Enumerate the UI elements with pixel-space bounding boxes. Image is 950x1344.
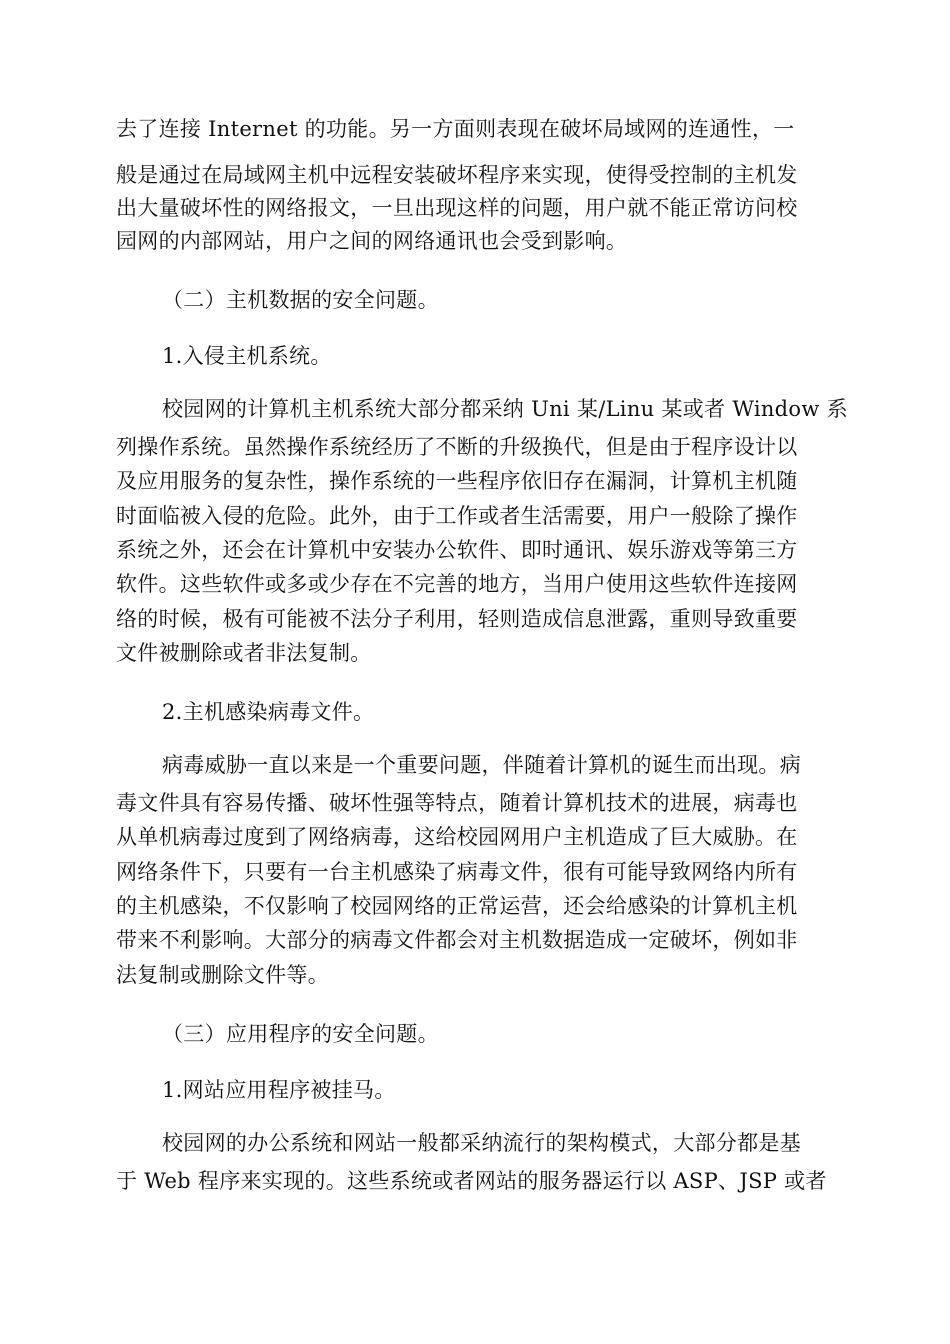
paragraph-line: 时面临被入侵的危险。此外，由于工作或者生活需要，用户一般除了操作	[116, 504, 798, 528]
paragraph-line: 于 Web 程序来实现的。这些系统或者网站的服务器运行以 ASP、JSP 或者	[116, 1169, 827, 1193]
paragraph-line: 病毒威胁一直以来是一个重要问题，伴随着计算机的诞生而出现。病	[162, 753, 801, 777]
paragraph-line: 文件被删除或者非法复制。	[116, 641, 372, 665]
paragraph-line: 校园网的计算机主机系统大部分都采纳 Uni 某/Linu 某或者 Window 系	[162, 397, 848, 421]
paragraph-line: 带来不利影响。大部分的病毒文件都会对主机数据造成一定破坏，例如非	[116, 928, 798, 952]
paragraph-line: 及应用服务的复杂性，操作系统的一些程序依旧存在漏洞，计算机主机随	[116, 469, 798, 493]
paragraph-line: 络的时候，极有可能被不法分子利用，轻则造成信息泄露，重则导致重要	[116, 607, 798, 631]
subsection-heading: 1.入侵主机系统。	[162, 344, 332, 368]
paragraph-line: 出大量破坏性的网络报文，一旦出现这样的问题，用户就不能正常访问校	[116, 196, 798, 220]
paragraph-line: 的主机感染，不仅影响了校园网络的正常运营，还会给感染的计算机主机	[116, 894, 798, 918]
paragraph-line: 般是通过在局域网主机中远程安装破坏程序来实现，使得受控制的主机发	[116, 163, 798, 187]
paragraph-line: 从单机病毒过度到了网络病毒，这给校园网用户主机造成了巨大威胁。在	[116, 825, 798, 849]
paragraph-line: 去了连接 Internet 的功能。另一方面则表现在破坏局域网的连通性，一	[116, 117, 795, 141]
paragraph-line: 软件。这些软件或多或少存在不完善的地方，当用户使用这些软件连接网	[116, 572, 798, 596]
paragraph-line: 毒文件具有容易传播、破坏性强等特点，随着计算机技术的进展，病毒也	[116, 791, 798, 815]
subsection-heading: 2.主机感染病毒文件。	[162, 700, 375, 724]
paragraph-line: 网络条件下，只要有一台主机感染了病毒文件，很有可能导致网络内所有	[116, 860, 798, 884]
subsection-heading: 1.网站应用程序被挂马。	[162, 1078, 396, 1102]
paragraph-line: 系统之外，还会在计算机中安装办公软件、即时通讯、娱乐游戏等第三方	[116, 538, 798, 562]
paragraph-line: 校园网的办公系统和网站一般都采纳流行的架构模式，大部分都是基	[162, 1131, 801, 1155]
section-heading: （二）主机数据的安全问题。	[162, 288, 439, 312]
paragraph-line: 园网的内部网站，用户之间的网络通讯也会受到影响。	[116, 229, 628, 253]
paragraph-line: 法复制或删除文件等。	[116, 963, 329, 987]
section-heading: （三）应用程序的安全问题。	[162, 1022, 439, 1046]
paragraph-line: 列操作系统。虽然操作系统经历了不断的升级换代，但是由于程序设计以	[116, 435, 798, 459]
